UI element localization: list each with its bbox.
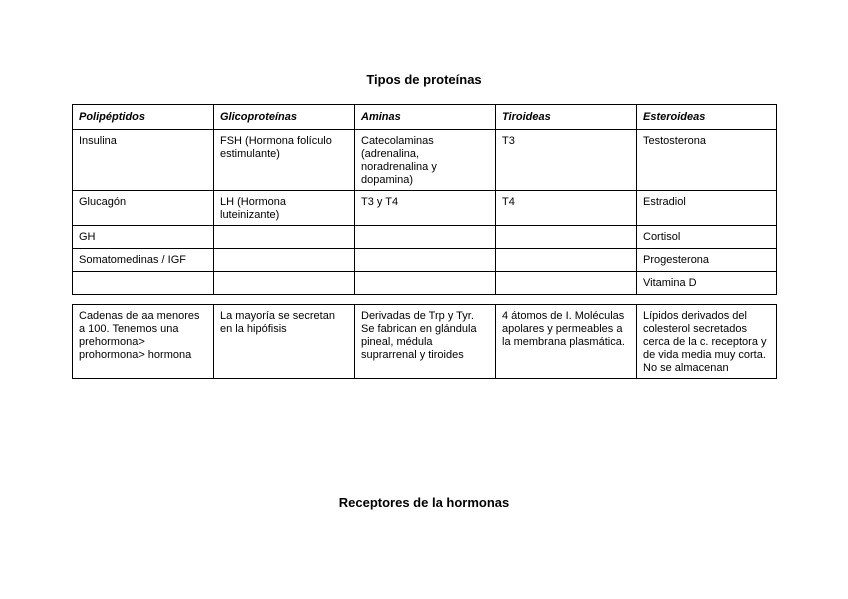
table-cell <box>496 272 637 295</box>
description-cell: La mayoría se secretan en la hipófisis <box>214 305 355 379</box>
table-cell <box>355 226 496 249</box>
table-cell: T4 <box>496 191 637 226</box>
description-cell: Derivadas de Trp y Tyr. Se fabrican en glándula pineal, médula suprarrenal y tiroides <box>355 305 496 379</box>
protein-types-table <box>72 104 777 295</box>
description-cell: Cadenas de aa menores a 100. Tenemos una prehormona> prohormona> hormona <box>73 305 214 379</box>
table-cell: FSH (Hormona folículo estimulante) <box>214 130 355 191</box>
header-cell: Glicoproteínas <box>214 105 355 130</box>
table-cell <box>355 249 496 272</box>
header-cell: Polipéptidos <box>73 105 214 130</box>
table-cell <box>73 272 214 295</box>
table-cell: LH (Hormona luteinizante) <box>214 191 355 226</box>
table-cell <box>496 226 637 249</box>
table-header-row <box>73 105 777 130</box>
table-cell: Estradiol <box>637 191 777 226</box>
table-cell: GH <box>73 226 214 249</box>
table-cell <box>214 226 355 249</box>
table-cell <box>214 249 355 272</box>
table-row <box>73 191 777 226</box>
table-row <box>73 130 777 191</box>
table-row <box>73 226 777 249</box>
header-cell: Esteroideas <box>637 105 777 130</box>
description-cell: Lípidos derivados del colesterol secretados cerca de la c. receptora y de vida media muy corta. No se almacenan <box>637 305 777 379</box>
table-cell: Progesterona <box>637 249 777 272</box>
header-cell: Aminas <box>355 105 496 130</box>
description-cell: 4 átomos de I. Moléculas apolares y permeables a la membrana plasmática. <box>496 305 637 379</box>
table-cell: T3 <box>496 130 637 191</box>
table-cell <box>214 272 355 295</box>
table-cell: Insulina <box>73 130 214 191</box>
table-cell: Cortisol <box>637 226 777 249</box>
table-cell <box>355 272 496 295</box>
table-row <box>73 305 777 379</box>
table-row <box>73 272 777 295</box>
table-cell: Catecolaminas (adrenalina, noradrenalina y dopamina) <box>355 130 496 191</box>
table-cell: Testosterona <box>637 130 777 191</box>
table-cell: T3 y T4 <box>355 191 496 226</box>
table-row <box>73 249 777 272</box>
page-title-receptors: Receptores de la hormonas <box>338 495 510 510</box>
table-cell: Somatomedinas / IGF <box>73 249 214 272</box>
table-cell: Vitamina D <box>637 272 777 295</box>
table-cell <box>496 249 637 272</box>
page-title-types: Tipos de proteínas <box>366 72 482 87</box>
table-cell: Glucagón <box>73 191 214 226</box>
protein-descriptions-table <box>72 304 777 379</box>
header-cell: Tiroideas <box>496 105 637 130</box>
